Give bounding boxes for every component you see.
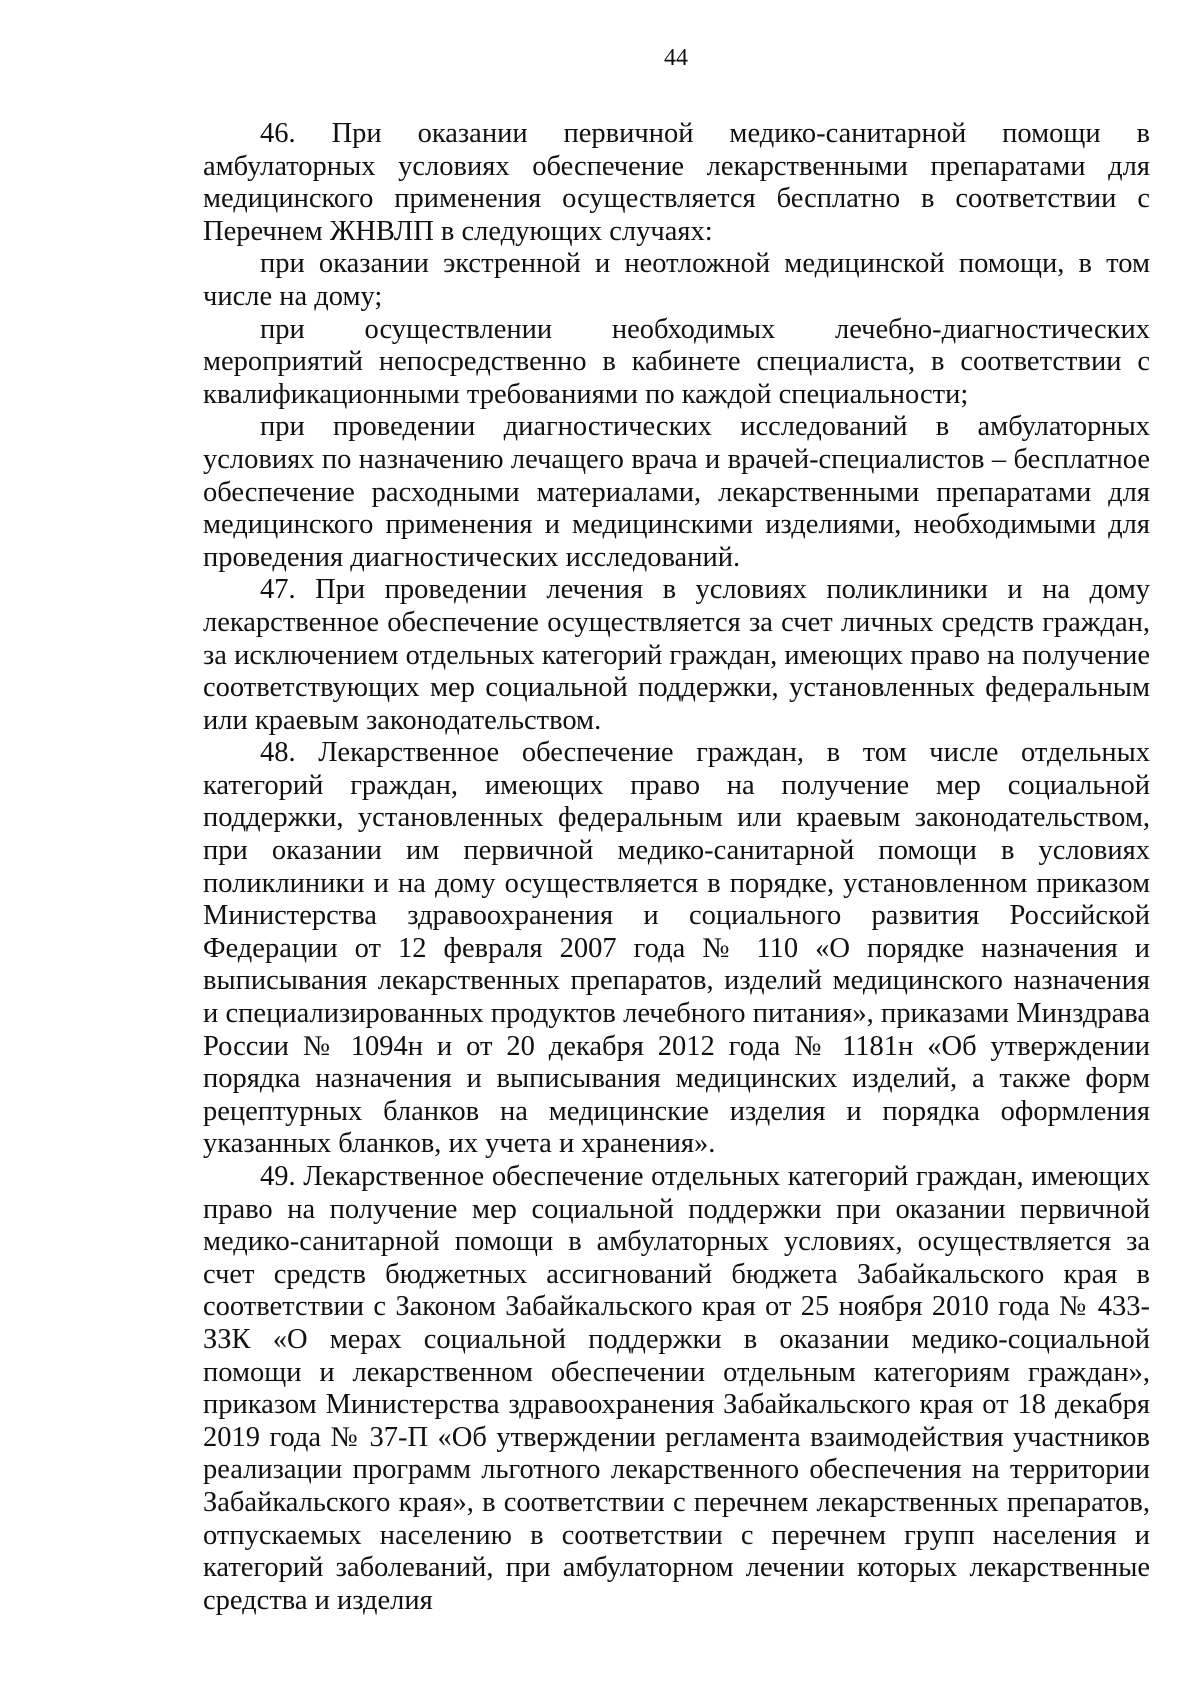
paragraph-49: 49. Лекарственное обеспечение отдельных категорий граждан, имеющих право на получение мер социальной поддержки при оказании первичной медико-санитарной помощи в амбулаторных условиях, осуществляется за счет средств бюджетных ассигнований бюджета Забайкальского края в соответствии с Законом Забайкальского края от 25 ноября 2010 года № 433-ЗЗК «О мерах социальной поддержки в оказании медико-социальной помощи и лекарственном обеспечении отдельным категориям граждан», приказом Министерства здравоохранения Забайкальского края от 18 декабря 2019 года № 37-П «Об утверждении регламента взаимодействия участников реализации программ льготного лекарственного обеспечения на территории Забайкальского края», в соответствии с перечнем лекарственных препаратов, отпускаемых населению в соответствии с перечнем групп населения и категорий заболеваний, при амбулаторном лечении которых лекарственные средства и изделия [203,1161,1150,1616]
paragraph-47: 47. При проведении лечения в условиях поликлиники и на дому лекарственное обеспечение осуществляется за счет личных средств граждан, за исключением отдельных категорий граждан, имеющих право на получение соответствующих мер социальной поддержки, установленных федеральным или краевым законодательством. [203,574,1150,736]
paragraph-46-item-diagnostic-research: при проведении диагностических исследований в амбулаторных условиях по назначению лечащего врача и врачей-специалистов – бесплатное обеспечение расходными материалами, лекарственными препаратами для медицинского применения и медицинскими изделиями, необходимыми для проведения диагностических исследований. [203,411,1150,573]
document-body [203,118,1150,1617]
paragraph-46-item-emergency: при оказании экстренной и неотложной медицинской помощи, в том числе на дому; [203,248,1150,312]
paragraph-46-item-diagnostic-measures: при осуществлении необходимых лечебно-диагностических мероприятий непосредственно в кабинете специалиста, в соответствии с квалификационными требованиями по каждой специальности; [203,313,1150,410]
paragraph-46: 46. При оказании первичной медико-санитарной помощи в амбулаторных условиях обеспечение лекарственными препаратами для медицинского применения осуществляется бесплатно в соответствии с Перечнем ЖНВЛП в следующих случаях: [203,118,1150,247]
page-number: 44 [664,45,688,71]
paragraph-48: 48. Лекарственное обеспечение граждан, в том числе отдельных категорий граждан, имеющих право на получение мер социальной поддержки, установленных федеральным или краевым законодательством, при оказании им первичной медико-санитарной помощи в условиях поликлиники и на дому осуществляется в порядке, установленном приказом Министерства здравоохранения и социального развития Российской Федерации от 12 февраля 2007 года № 110 «О порядке назначения и выписывания лекарственных препаратов, изделий медицинского назначения и специализированных продуктов лечебного питания», приказами Минздрава России № 1094н и от 20 декабря 2012 года № 1181н «Об утверждении порядка назначения и выписывания медицинских изделий, а также форм рецептурных бланков на медицинские изделия и порядка оформления указанных бланков, их учета и хранения». [203,737,1150,1160]
